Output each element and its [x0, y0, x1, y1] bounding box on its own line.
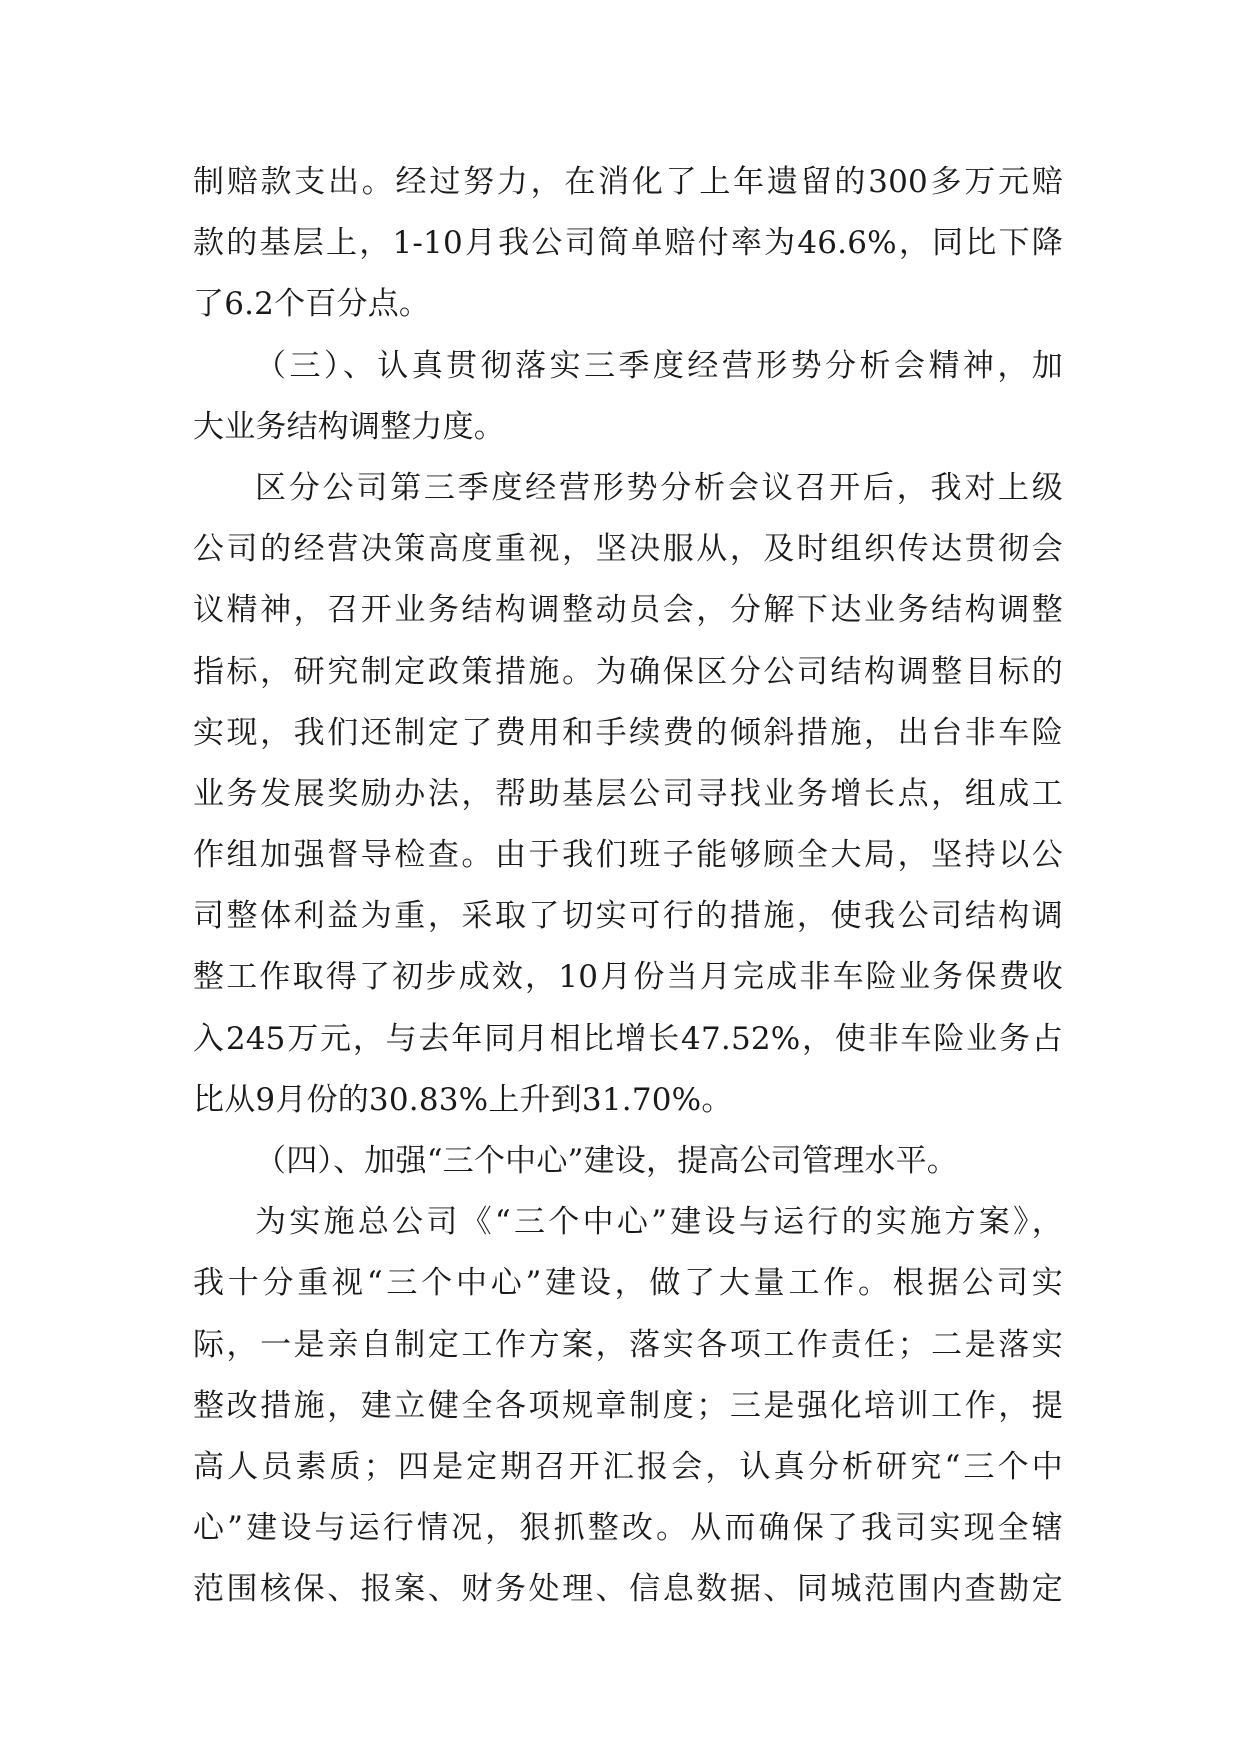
text-line: 心”建设与运行情况，狠抓整改。从而确保了我司实现全辖	[193, 1510, 1063, 1547]
text-line: 整改措施，建立健全各项规章制度；三是强化培训工作，提	[193, 1387, 1063, 1424]
text-line: 整工作取得了初步成效，10月份当月完成非车险业务保费收	[193, 959, 1063, 996]
section-heading-three-cont: 大业务结构调整力度。	[193, 408, 505, 445]
body-text	[193, 152, 1063, 1621]
text-line: 议精神，召开业务结构调整动员会，分解下达业务结构调整	[193, 592, 1063, 629]
text-line: 为实施总公司《“三个中心”建设与运行的实施方案》，	[255, 1204, 1063, 1241]
text-line: 区分公司第三季度经营形势分析会议召开后，我对上级	[255, 469, 1063, 506]
text-line: 际，一是亲自制定工作方案，落实各项工作责任；二是落实	[193, 1326, 1063, 1363]
text-line: 制赔款支出。经过努力，在消化了上年遗留的300多万元赔	[193, 164, 1063, 200]
text-line: 指标，研究制定政策措施。为确保区分公司结构调整目标的	[193, 653, 1063, 690]
text-line: 了6.2个百分点。	[193, 286, 431, 323]
text-line: 款的基层上，1-10月我公司简单赔付率为46.6%，同比下降	[193, 225, 1063, 262]
text-line: 业务发展奖励办法，帮助基层公司寻找业务增长点，组成工	[193, 775, 1063, 812]
section-heading-three: （三）、认真贯彻落实三季度经营形势分析会精神，加	[255, 347, 1063, 384]
text-line: 司整体利益为重，采取了切实可行的措施，使我公司结构调	[193, 898, 1063, 935]
text-line: 范围核保、报案、财务处理、信息数据、同城范围内查勘定	[193, 1571, 1063, 1608]
text-line: 高人员素质；四是定期召开汇报会，认真分析研究“三个中	[193, 1448, 1063, 1485]
text-line: 公司的经营决策高度重视，坚决服从，及时组织传达贯彻会	[193, 531, 1063, 568]
text-line: 我十分重视“三个中心”建设，做了大量工作。根据公司实	[193, 1265, 1063, 1302]
section-heading-four: （四）、加强“三个中心”建设，提高公司管理水平。	[255, 1143, 958, 1179]
text-line: 入245万元，与去年同月相比增长47.52%，使非车险业务占	[193, 1020, 1063, 1057]
text-line: 比从9月份的30.83%上升到31.70%。	[193, 1081, 733, 1118]
text-line: 实现，我们还制定了费用和手续费的倾斜措施，出台非车险	[193, 714, 1063, 751]
text-line: 作组加强督导检查。由于我们班子能够顾全大局，坚持以公	[193, 837, 1063, 874]
